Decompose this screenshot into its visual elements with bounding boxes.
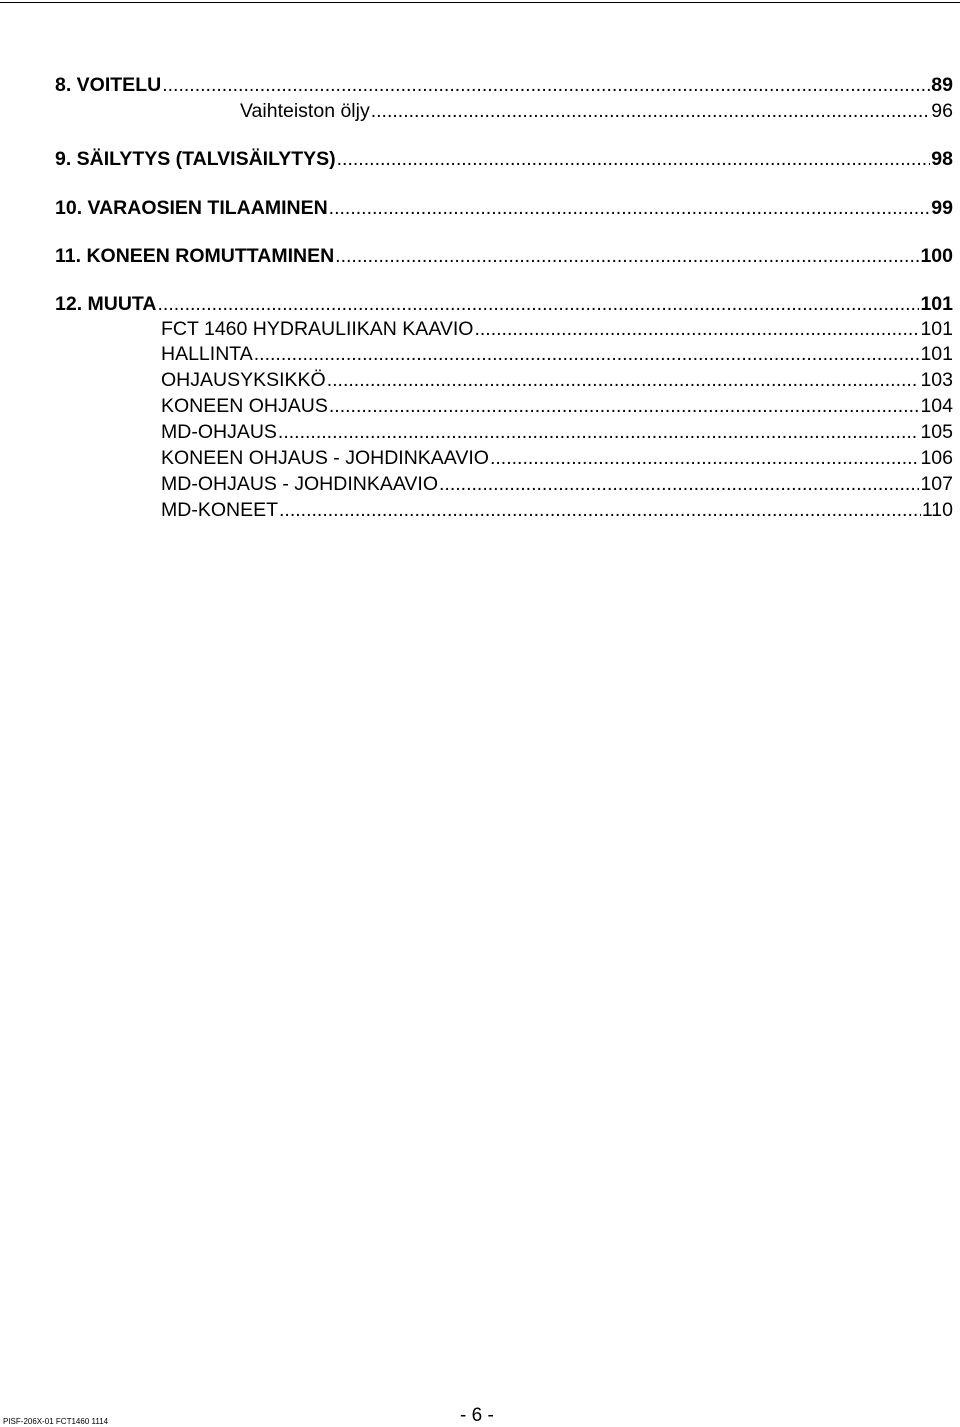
toc-entry-page: 100	[920, 245, 953, 267]
toc-entry-label: 10. VARAOSIEN TILAAMINEN	[55, 197, 328, 219]
toc-entry-page: 89	[931, 74, 953, 96]
toc-entry-koneen-ohjaus-johdinkaavio[interactable]	[161, 446, 953, 470]
toc-entry-md-ohjaus-johdinkaavio[interactable]	[161, 472, 953, 496]
toc-dot-leader	[157, 292, 919, 316]
toc-entry-label: 12. MUUTA	[55, 293, 157, 315]
toc-entry-label: OHJAUSYKSIKKÖ	[161, 369, 326, 391]
toc-dot-leader	[439, 472, 919, 496]
toc-dot-leader	[337, 147, 931, 171]
toc-entry-sailytys[interactable]	[55, 147, 953, 171]
toc-dot-leader	[335, 244, 919, 268]
toc-entry-page: 101	[920, 343, 953, 365]
toc-entry-md-ohjaus[interactable]	[161, 420, 953, 444]
toc-entry-page: 106	[920, 447, 953, 469]
toc-entry-koneen-romuttaminen[interactable]	[55, 244, 953, 268]
toc-entry-page: 101	[920, 318, 953, 340]
toc-entry-page: 107	[920, 473, 953, 495]
toc-dot-leader	[329, 394, 920, 418]
toc-dot-leader	[371, 99, 931, 123]
toc-dot-leader	[329, 196, 931, 220]
toc-entry-page: 105	[920, 421, 953, 443]
toc-entry-label: FCT 1460 HYDRAULIIKAN KAAVIO	[161, 318, 474, 340]
toc-entry-vaihteiston-oljy[interactable]	[240, 99, 953, 123]
toc-dot-leader	[474, 317, 919, 341]
toc-entry-label: MD-KONEET	[161, 499, 278, 521]
toc-entry-label: KONEEN OHJAUS - JOHDINKAAVIO	[161, 447, 489, 469]
toc-entry-label: 8. VOITELU	[55, 74, 162, 96]
toc-entry-voitelu[interactable]	[55, 73, 953, 97]
toc-entry-md-koneet[interactable]	[161, 498, 953, 522]
toc-entry-label: KONEEN OHJAUS	[161, 395, 328, 417]
toc-entry-koneen-ohjaus[interactable]	[161, 394, 953, 418]
toc-dot-leader	[279, 498, 921, 522]
toc-entry-page: 110	[921, 499, 953, 521]
toc-dot-leader	[162, 73, 930, 97]
toc-entry-label: 9. SÄILYTYS (TALVISÄILYTYS)	[55, 148, 336, 170]
toc-entry-label: MD-OHJAUS	[161, 421, 277, 443]
toc-entry-hallinta[interactable]	[161, 342, 953, 366]
toc-entry-hydrauliikan-kaavio[interactable]	[161, 317, 953, 341]
toc-dot-leader	[490, 446, 920, 470]
table-of-contents	[0, 0, 960, 600]
toc-entry-label: MD-OHJAUS - JOHDINKAAVIO	[161, 473, 438, 495]
toc-entry-page: 99	[931, 197, 953, 219]
toc-entry-page: 104	[920, 395, 953, 417]
toc-entry-label: 11. KONEEN ROMUTTAMINEN	[55, 245, 335, 267]
toc-entry-page: 98	[931, 148, 953, 170]
toc-entry-ohjausyksikko[interactable]	[161, 368, 953, 392]
toc-entry-label: Vaihteiston öljy	[240, 100, 370, 122]
toc-entry-varaosien-tilaaminen[interactable]	[55, 196, 953, 220]
toc-dot-leader	[254, 342, 920, 366]
toc-entry-label: HALLINTA	[161, 343, 253, 365]
toc-entry-page: 96	[931, 100, 953, 122]
footer-page-number: - 6 -	[460, 1405, 494, 1426]
toc-entry-page: 103	[920, 369, 953, 391]
toc-dot-leader	[327, 368, 920, 392]
toc-entry-muuta[interactable]	[55, 292, 953, 316]
toc-entry-page: 101	[920, 293, 953, 315]
footer-document-code: PISF-206X-01 FCT1460 1114	[3, 1417, 109, 1426]
toc-dot-leader	[278, 420, 920, 444]
